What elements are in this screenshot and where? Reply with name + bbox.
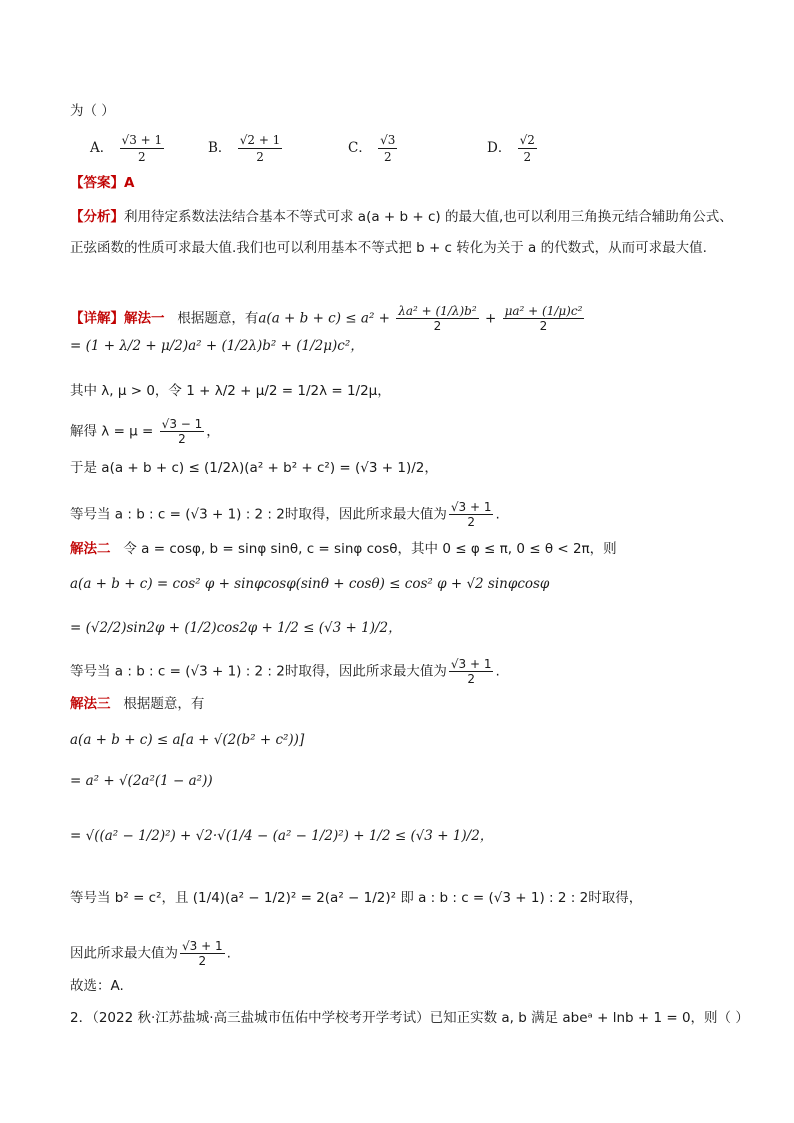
analysis-line-2: 正弦函数的性质可求最大值.我们也可以利用基本不等式把 b + c 转化为关于 a 的代数式，从而可求最大值. [70,240,707,256]
formula-line: = (√2/2)sin2φ + (1/2)cos2φ + 1/2 ≤ (√3 + 1)/2， [70,620,402,636]
answer-value: A [124,175,135,191]
option-letter: C． [348,140,372,156]
method-2-line-1 [70,543,617,557]
option-c[interactable] [348,133,399,164]
formula-line: 等号当 a : b : c = (√3 + 1) : 2 : 2时取得，因此所求最大值为 $\frac{√3 + 1}{2}$ . [70,657,500,686]
formula-line: a(a + b + c) = cos² φ + sinφcosφ(sinθ + cosθ) ≤ cos² φ + √2 sinφcosφ [70,576,550,592]
question-stem-tail: 为（ ） [70,103,115,119]
formula-line: 等号当 a : b : c = (√3 + 1) : 2 : 2时取得，因此所求最大值为 $\frac{√3 + 1}{2}$ . [70,500,500,529]
detail-tag: 【详解】 [70,310,124,327]
option-letter: D． [487,140,512,156]
analysis-line-1 [70,211,733,225]
detail-line-1: 【详解】解法一 根据题意，有a(a + b + c) ≤ a² + $\frac{\text{λa² + (1/λ)b²}}{2}$ + $\frac{\text{μa² + (1/μ)c²}}{2}$ [70,304,583,333]
formula-line: = √((a² − 1/2)²) + √2·√(1/4 − (a² − 1/2)²) + 1/2 ≤ (√3 + 1)/2， [70,828,494,844]
analysis-text-1: 利用待定系数法法结合基本不等式可求 a(a + b + c) 的最大值,也可以利用三角换元结合辅助角公式、 [124,209,733,225]
option-letter: B． [208,140,232,156]
method-1-label: 解法一 [124,310,165,327]
fraction: $\frac{√3 + 1}{2}$ [450,657,492,686]
method-2-label: 解法二 [70,541,111,557]
fraction: $\frac{√3 + 1}{2}$ [182,939,223,968]
option-fraction: $\frac{√3}{2}$ [380,133,396,164]
formula-line: 等号当 b² = c²，且 (1/4)(a² − 1/2)² = 2(a² − 1/2)² 即 a : b : c = (√3 + 1) : 2 : 2时取得， [70,890,643,906]
formula-line: = (1 + λ/2 + μ/2)a² + (1/2λ)b² + (1/2μ)c²， [70,338,364,354]
method-3-label: 解法三 [70,696,111,712]
answer-line [70,177,134,191]
formula-line: a(a + b + c) ≤ a[a + √(2(b² + c²))] [70,732,305,748]
fraction: $\frac{\text{λa² + (1/λ)b²}}{2}$ [398,304,477,333]
option-d[interactable] [487,133,539,164]
formula-line: 于是 a(a + b + c) ≤ (1/2λ)(a² + b² + c²) = (√3 + 1)/2， [70,460,438,476]
answer-tag: 【答案】 [70,175,124,191]
formula-line: 因此所求最大值为 $\frac{√3 + 1}{2}$ . [70,939,231,968]
fraction: $\frac{√3 - 1}{2}$ [161,417,203,446]
option-b[interactable] [208,133,284,164]
option-letter: A． [90,140,114,156]
option-fraction: $\frac{√3 + 1}{2}$ [121,133,163,164]
formula-line: 其中 λ, μ > 0，令 1 + λ/2 + μ/2 = 1/2λ = 1/2μ， [70,383,391,399]
method-1-intro: 根据题意，有 [177,310,259,327]
formula-line: = a² + √(2a²(1 − a²)) [70,773,213,789]
final-choice: 故选：A. [70,978,124,994]
formula-text: 因此所求最大值为 [70,945,178,962]
formula: a(a + b + c) ≤ a² + [258,310,395,327]
option-a[interactable] [90,133,166,164]
formula-text: 等号当 a : b : c = (√3 + 1) : 2 : 2时取得，因此所求最大值为 [70,663,447,680]
fraction: $\frac{√3 + 1}{2}$ [450,500,492,529]
formula-text: 令 a = cosφ, b = sinφ sinθ, c = sinφ cosθ，其中 0 ≤ φ ≤ π, 0 ≤ θ < 2π，则 [123,541,617,557]
method-3-intro: 根据题意，有 [123,696,205,712]
formula-line: 解得 λ = μ = $\frac{√3 - 1}{2}$ ， [70,417,220,446]
option-fraction: $\frac{√2 + 1}{2}$ [239,133,281,164]
fraction: $\frac{\text{μa² + (1/μ)c²}}{2}$ [504,304,583,333]
method-3-line-1 [70,698,204,712]
formula-text: 解得 λ = μ = [70,423,158,440]
formula-text: 等号当 a : b : c = (√3 + 1) : 2 : 2时取得，因此所求最大值为 [70,506,447,523]
next-question: 2．（2022 秋·江苏盐城·高三盐城市伍佑中学校考开学考试）已知正实数 a, b 满足 abeᵃ + lnb + 1 = 0，则（ ） [70,1010,749,1026]
analysis-tag: 【分析】 [70,209,124,225]
option-fraction: $\frac{√2}{2}$ [519,133,535,164]
